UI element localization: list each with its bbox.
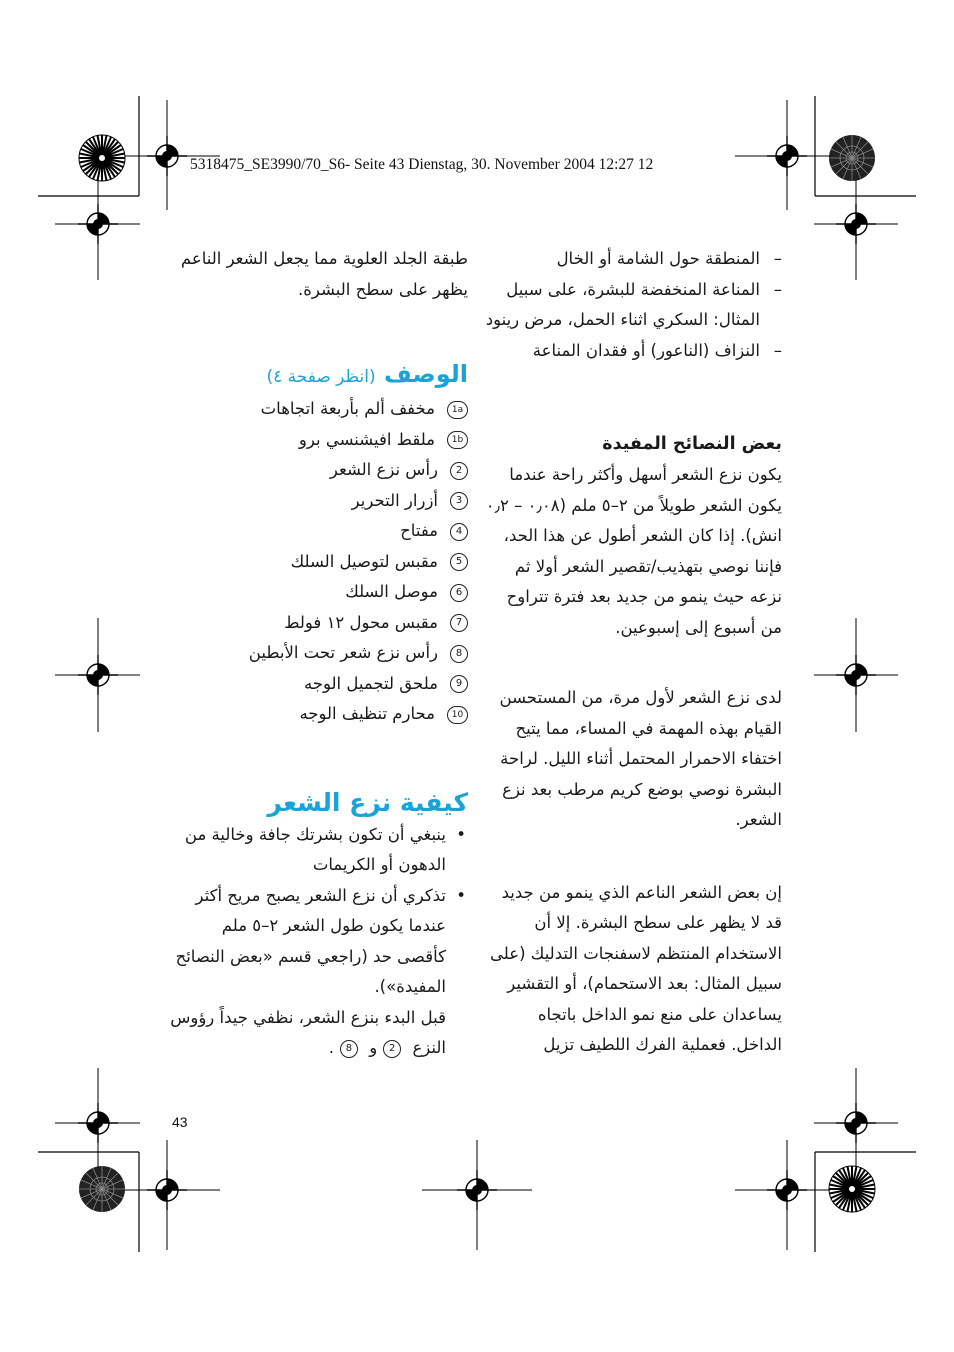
part-label: رأس نزع شعر تحت الأبطين <box>248 643 438 662</box>
part-label: رأس نزع الشعر <box>329 460 438 479</box>
connector-text: و <box>369 1038 378 1057</box>
bullet-marker: • <box>456 824 466 844</box>
dash-marker: – <box>773 279 782 299</box>
ingrown-hair-paragraph: إن بعض الشعر الناعم الذي ينمو من جديد قد لا يظهر على سطح البشرة. إلا أن الاستخدام المنتظم لاسفنجات التدليك (على سبيل المثال: بعد الاستحمام)، أو التقشير يساعدان على منع نمو الداخل باتجاه الداخل. فعملية الفرك اللطيف تزيل <box>490 882 782 1054</box>
list-item <box>168 547 468 578</box>
dash-marker: – <box>773 249 782 268</box>
list-item <box>168 638 468 669</box>
dash-item <box>482 275 782 336</box>
list-item <box>168 577 468 608</box>
part-number: 2 <box>450 462 468 480</box>
list-item <box>168 608 468 639</box>
sentence-end: . <box>328 1038 334 1057</box>
part-label: مفتاح <box>400 521 438 540</box>
description-heading <box>168 357 468 394</box>
list-item <box>168 425 468 456</box>
part-label: ملحق لتجميل الوجه <box>303 673 438 693</box>
part-number: 6 <box>450 584 468 602</box>
howto-heading: كيفية نزع الشعر <box>267 787 468 817</box>
part-number: 5 <box>450 553 468 571</box>
bullet-marker: • <box>456 885 466 905</box>
cleaning-text: قبل البدء بنزع الشعر، نظفي جيداً رؤوس النزع <box>170 1007 446 1057</box>
part-number: 4 <box>450 523 468 541</box>
dash-item <box>482 336 782 367</box>
part-ref: 8 <box>340 1040 358 1058</box>
part-number: 8 <box>450 645 468 663</box>
part-number: 1a <box>447 401 468 419</box>
bullet-text: تذكري أن نزع الشعر يصبح مريح أكثر عندما يكون طول الشعر ٢–٥ ملم كأقصى حد (راجعي قسم «بعض النصائح المفيدة»). <box>175 885 446 996</box>
part-label: موصل السلك <box>345 582 438 601</box>
cleaning-instruction <box>168 1003 468 1064</box>
left-column <box>168 244 468 1064</box>
dash-text: النزاف (الناعور) أو فقدان المناعة <box>532 340 760 360</box>
part-number: 1b <box>447 431 468 449</box>
print-header: 5318475_SE3990/70_S6- Seite 43 Dienstag, 30. November 2004 12:27 12 <box>190 156 654 173</box>
tips-paragraph: يكون نزع الشعر أسهل وأكثر راحة عندما يكون الشعر طويلاً من ٢–٥ ملم (٠٫٠٨ – ٠٫٢ انش). إذا كان الشعر أطول عن هذا الحد، فإننا نوصي بتهذيب/تقصير الشعر أولا ثم نزعه حيث ينمو من جديد بعد فترة تتراوح من أسبوع إلى إسبوعين. <box>485 465 782 637</box>
list-item <box>168 394 468 425</box>
list-item <box>168 455 468 486</box>
list-item <box>168 699 468 730</box>
bullet-item <box>168 820 468 881</box>
dash-marker: – <box>773 340 782 360</box>
list-item <box>168 669 468 700</box>
part-label: مخفف ألم بأربعة اتجاهات <box>260 399 435 418</box>
part-label: ملقط افيشنسي برو <box>298 429 435 449</box>
part-label: مقبس محول ١٢ فولط <box>284 612 438 632</box>
parts-list <box>168 394 468 730</box>
dash-text: المنطقة حول الشامة أو الخال <box>556 249 760 268</box>
dash-text: المناعة المنخفضة للبشرة، على سبيل المثال: السكري اثناء الحمل، مرض رينود <box>485 279 760 329</box>
part-label: أزرار التحرير <box>351 490 438 510</box>
description-page-ref: (انظر صفحة ٤) <box>266 367 376 387</box>
bullet-text: ينبغي أن تكون بشرتك جافة وخالية من الدهون أو الكريمات <box>184 824 446 874</box>
bullet-item <box>168 881 468 1003</box>
page-number: 43 <box>172 1114 188 1130</box>
part-number: 3 <box>450 492 468 510</box>
continuation-paragraph: طبقة الجلد العلوية مما يجعل الشعر الناعم يظهر على سطح البشرة. <box>180 249 468 299</box>
part-number: 10 <box>447 706 468 724</box>
part-ref: 2 <box>383 1040 401 1058</box>
description-title: الوصف <box>383 360 468 388</box>
part-number: 7 <box>450 614 468 632</box>
part-label: محارم تنظيف الوجه <box>299 704 435 723</box>
right-column <box>482 244 782 1061</box>
list-item <box>168 516 468 547</box>
first-time-paragraph: لدى نزع الشعر لأول مرة، من المستحسن القيام بهذه المهمة في المساء، مما يتيح اختفاء الاحمرار المحتمل أثناء الليل. لراحة البشرة نوصي بوضع كريم مرطب بعد نزع الشعر. <box>499 688 782 829</box>
part-label: مقبس لتوصيل السلك <box>290 551 438 571</box>
list-item <box>168 486 468 517</box>
part-number: 9 <box>450 675 468 693</box>
dash-item <box>482 244 782 275</box>
tips-heading: بعض النصائح المفيدة <box>602 434 782 454</box>
